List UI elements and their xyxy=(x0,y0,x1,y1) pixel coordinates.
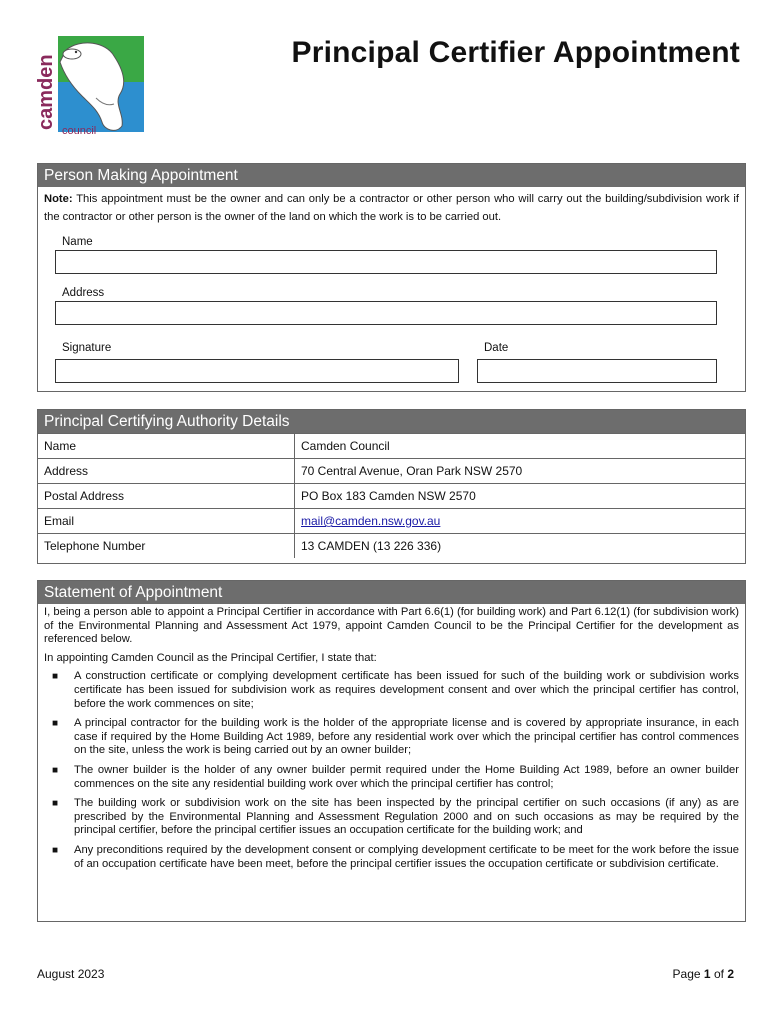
statement-body xyxy=(38,604,745,871)
list-item-text: The building work or subdivision work on the site has been inspected by the principal certifier on such occasions (if any) as are prescribed by the Environmental Planning and Assessment Regulation 2000 and on such occasions as may be required by the principal certifier, before the principal certifier issues an occupation certificate for the building work; and xyxy=(74,797,739,837)
email-link[interactable]: mail@camden.nsw.gov.au xyxy=(301,514,441,528)
statement-intro: I, being a person able to appoint a Principal Certifier in accordance with Part 6.6(1) (for building work) and Part 6.12(1) (for subdivision work) of the Environmental Planning and Assessment Act 1979, appoint Camden Council to be the Principal Certifier for the development as referenced below. xyxy=(44,606,739,646)
row-value: 13 CAMDEN (13 226 336) xyxy=(295,534,746,559)
date-label: Date xyxy=(484,342,509,354)
note-text: This appointment must be the owner and can only be a contractor or other person who will carry out the building/subdivision work if the contractor or other person is the owner of the land on which the work is to be carried out. xyxy=(44,193,739,223)
appointment-note xyxy=(38,187,745,226)
page-current: 1 xyxy=(703,967,711,981)
row-value: Camden Council xyxy=(295,434,746,459)
row-label: Name xyxy=(38,434,295,459)
signature-field[interactable] xyxy=(55,359,459,383)
section-heading: Person Making Appointment xyxy=(38,164,745,187)
camden-council-logo xyxy=(36,34,148,138)
section-heading: Statement of Appointment xyxy=(38,581,745,604)
list-item xyxy=(44,670,739,711)
statement-lead: In appointing Camden Council as the Principal Certifier, I state that: xyxy=(44,651,377,664)
email-cell xyxy=(295,509,746,534)
row-label: Postal Address xyxy=(38,484,295,509)
statement-of-appointment-section xyxy=(37,580,746,922)
list-item-text: Any preconditions required by the development consent or complying development certificate to be meet for the work before the issue of an occupation certificate have been meet, before the principal certifier issues the occupation certificate or subdivision certificate. xyxy=(74,843,739,870)
list-item-text: A construction certificate or complying development certificate has been issued for such of the building work or subdivision works certificate has been issued for subdivision work as requires development consent and over which the principal certifier has control, before the work commences on site; xyxy=(74,670,739,710)
logo-subtext: council xyxy=(62,125,97,137)
signature-label: Signature xyxy=(62,342,112,354)
address-field[interactable] xyxy=(55,301,717,325)
note-label: Note: xyxy=(44,193,73,205)
list-item xyxy=(44,797,739,838)
row-label: Email xyxy=(38,509,295,534)
row-label: Address xyxy=(38,459,295,484)
date-field[interactable] xyxy=(477,359,717,383)
address-label: Address xyxy=(62,287,105,299)
page-word: Page xyxy=(672,967,701,981)
logo-wordmark: camden xyxy=(36,54,57,130)
list-item-text: The owner builder is the holder of any owner builder permit required under the Home Building Act 1989, before an owner builder commences on the site any residential building work over which the principal certifier has control; xyxy=(74,763,739,790)
table-row xyxy=(38,434,745,459)
table-row xyxy=(38,509,745,534)
page-title: Principal Certifier Appointment xyxy=(291,36,740,69)
page-number xyxy=(673,967,734,981)
bullet-icon: ■ xyxy=(52,798,59,810)
list-item xyxy=(44,764,739,791)
bullet-icon: ■ xyxy=(52,764,59,776)
statement-list xyxy=(44,670,739,871)
table-row xyxy=(38,459,745,484)
page-of: of xyxy=(713,967,724,981)
bullet-icon: ■ xyxy=(52,844,59,856)
bullet-icon: ■ xyxy=(52,671,59,683)
row-value: 70 Central Avenue, Oran Park NSW 2570 xyxy=(295,459,746,484)
list-item xyxy=(44,717,739,758)
table-row xyxy=(38,484,745,509)
page-total: 2 xyxy=(727,967,734,981)
footer-date: August 2023 xyxy=(37,967,105,981)
name-field[interactable] xyxy=(55,250,717,274)
list-item xyxy=(44,844,739,871)
row-value: PO Box 183 Camden NSW 2570 xyxy=(295,484,746,509)
list-item-text: A principal contractor for the building work is the holder of the appropriate license and is covered by appropriate insurance, in each case if required by the Home Building Act 1989, before any residential work over which the principal certifier has control commences on the site, unless the work is being carried out by an owner builder; xyxy=(74,717,739,757)
table-row xyxy=(38,534,745,559)
authority-details-table xyxy=(38,433,745,558)
bullet-icon: ■ xyxy=(52,718,59,730)
name-label: Name xyxy=(62,236,93,248)
row-label: Telephone Number xyxy=(38,534,295,559)
section-heading: Principal Certifying Authority Details xyxy=(38,410,745,433)
person-making-appointment-section xyxy=(37,163,746,392)
certifying-authority-section xyxy=(37,409,746,564)
